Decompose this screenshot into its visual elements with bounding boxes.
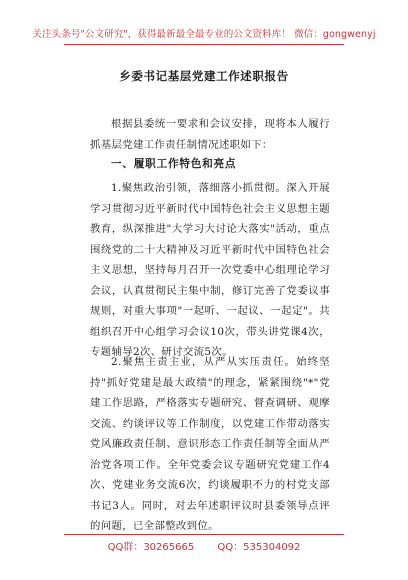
footer-divider	[64, 534, 344, 535]
section-heading: 一、履职工作特色和亮点	[111, 158, 237, 170]
footer-qq-number: QQ：535304092	[217, 542, 301, 553]
document-title: 乡委书记基层党建工作述职报告	[119, 69, 289, 83]
body-paragraph-1: 1.聚焦政治引领，落细落小抓贯彻。深入开展学习贯彻习近平新时代中国特色社会主义思想主题教育，纵深推进"大学习大讨论大落实"活动，重点围绕党的二十大精神及习近平新时代中国特色社会主义思想，坚持每月召开一次党委中心组理论学习会议，认真贯彻民主集中制，修订完善了党委议事规则，对重大事项"一起听、一起议、一起定"。共组织召开中心组学习会议10次，带头讲党课4次，专题辅导2次、研讨交流5次。	[90, 182, 330, 358]
header-promo-note: 关注头条号"公文研究"，获得最新最全最专业的公文资料库！ 微信：gongwenyj	[32, 29, 376, 40]
intro-paragraph: 根据县委统一要求和会议安排，现将本人履行抓基层党建工作责任制情况述职如下：	[90, 118, 330, 151]
header-divider	[64, 44, 344, 45]
body-paragraph-2: 2.聚焦主责主业，从严从实压责任。始终坚持"抓好党建是最大政绩"的理念，紧紧围绕"*"党建工作思路，严格落实专题研究、督查调研、观摩交流、约谈评议等工作制度，以党建工作带动落实党风廉政责任制、意识形态工作责任制等全面从严治党各项工作。全年党委会议专题研究党建工作4次、党建业务交流6次，约谈履职不力的村党支部书记3人。同时，对去年述职评议时县委领导点评的问题，已全部整改到位。	[90, 356, 330, 532]
footer-contact	[0, 538, 408, 553]
footer-qq-group: QQ群：30265665	[107, 542, 195, 553]
